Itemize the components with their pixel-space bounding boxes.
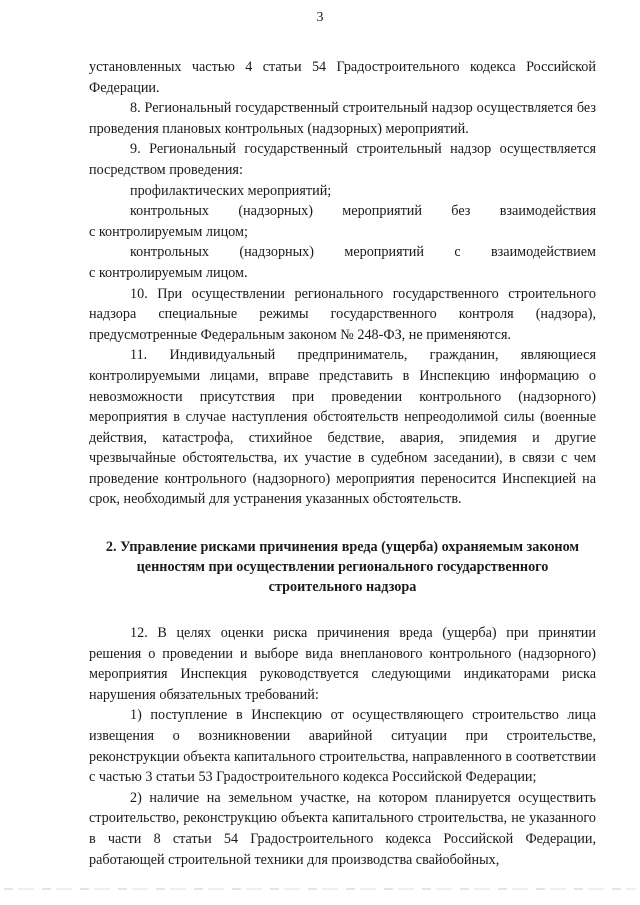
list-item-preventive: профилактических мероприятий;: [130, 182, 332, 199]
paragraph-10: 10. При осуществлении регионального государственного строительного надзора специальные режимы государственного контроля (надзора), предусмотренные Федеральным законом № 248-ФЗ, не применяются.: [89, 285, 596, 343]
paragraph-9: 9. Региональный государственный строительный надзор осуществляется посредством проведения:: [89, 141, 596, 178]
scan-artifact-line: [4, 888, 636, 890]
document-body: [89, 57, 596, 870]
page-number: 3: [316, 10, 324, 25]
paragraph-11: 11. Индивидуальный предприниматель, гражданин, являющиеся контролируемыми лицами, вправе представить в Инспекцию информацию о невозможности присутствия при проведении контрольного (надзорного) мероприятия в случае наступления обстоятельств непреодолимой силы (военные действия, катастрофа, стихийное бедствие, авария, эпидемия и другие чрезвычайные обстоятельства, их участие в судебном заседании), в связи с чем проведение контрольного (надзорного) мероприятия переносится Инспекцией на срок, необходимый для устранения указанных обстоятельств.: [89, 347, 596, 508]
paragraph-8: 8. Региональный государственный строительный надзор осуществляется без проведения плановых контрольных (надзорных) мероприятий.: [89, 100, 596, 137]
list-item-with-interaction: контрольных (надзорных) мероприятий с взаимодействием: [130, 244, 596, 261]
list-item-without-interaction-cont: с контролируемым лицом;: [89, 223, 248, 240]
indicator-item-2: 2) наличие на земельном участке, на котором планируется осуществить строительство, реконструкцию объекта капитального строительства, не указанного в части 8 статьи 54 Градостроительного кодекса Российской Федерации, работающей строительной техники для производства свайобойных,: [89, 789, 596, 868]
list-item-without-interaction: контрольных (надзорных) мероприятий без взаимодействия: [130, 203, 596, 220]
indicator-item-1: 1) поступление в Инспекцию от осуществляющего строительство лица извещения о возникновении аварийной ситуации при строительстве, реконструкции объекта капитального строительства, направленного в соответствии с частью 3 статьи 53 Градостроительного кодекса Российской Федерации;: [89, 707, 596, 786]
section-heading: 2. Управление рисками причинения вреда (ущерба) охраняемым законом ценностям при осуществлении регионального государственного строительного надзора: [105, 539, 580, 596]
text-continuation: установленных частью 4 статьи 54 Градостроительного кодекса Российской Федерации.: [89, 59, 596, 96]
list-item-with-interaction-cont: с контролируемым лицом.: [89, 264, 248, 281]
paragraph-12: 12. В целях оценки риска причинения вреда (ущерба) при принятии решения о проведении и выборе вида внепланового контрольного (надзорного) мероприятия Инспекция руководствуется следующими индикаторами риска нарушения обязательных требований:: [89, 625, 596, 703]
